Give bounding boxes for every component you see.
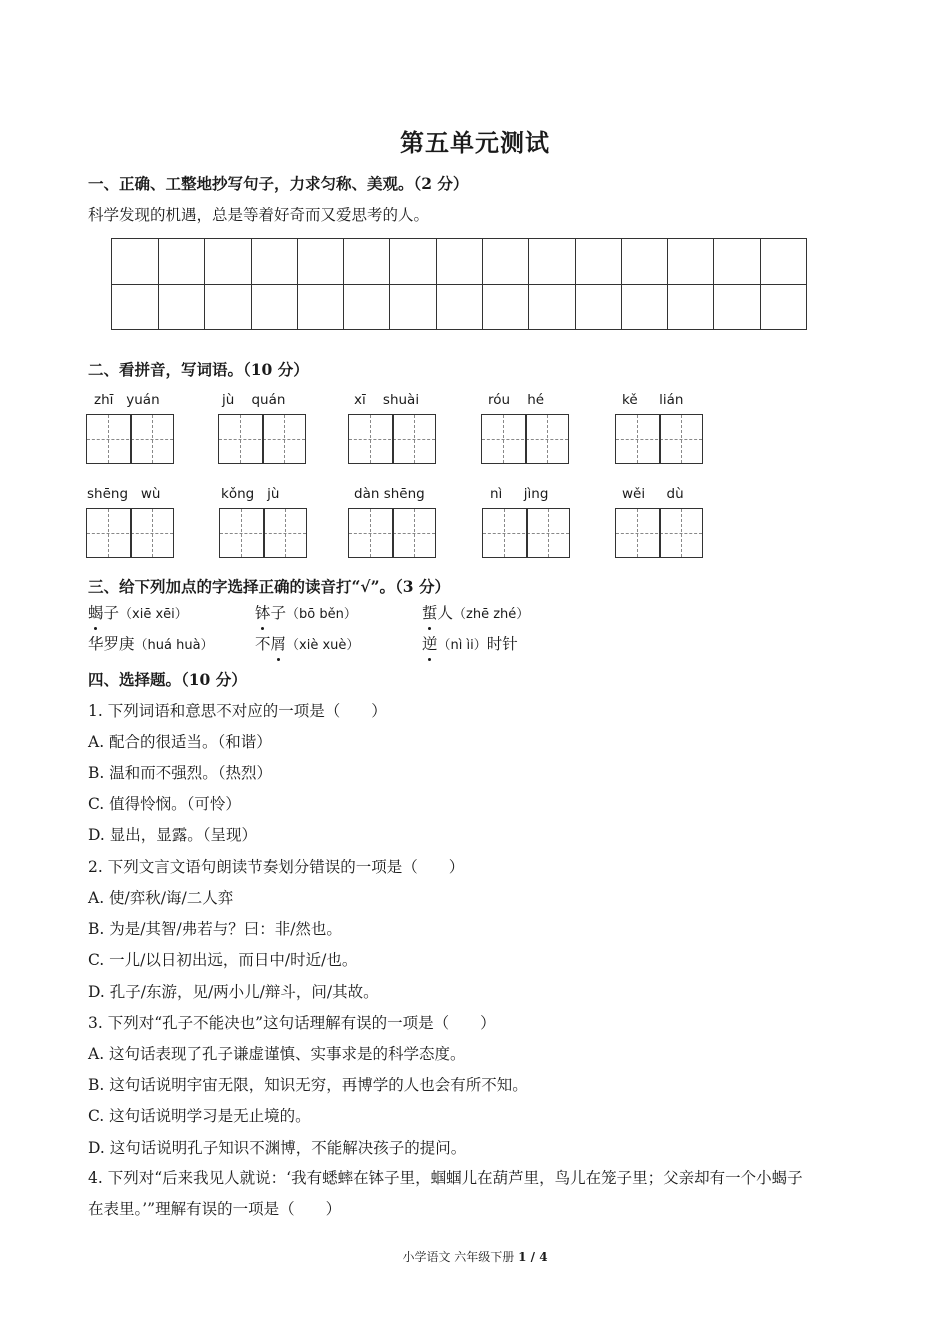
question-line: 1. 下列词语和意思不对应的一项是（ ） [88, 702, 387, 720]
tianzige-box[interactable] [218, 414, 306, 464]
tianzige-box[interactable] [86, 414, 174, 464]
option-line: C. 值得怜悯。（可怜） [88, 795, 241, 813]
char-text: 时针 [486, 635, 518, 653]
question-line: 3. 下列对“孔子不能决也”这句话理解有误的一项是（ ） [88, 1014, 496, 1032]
dotted-char: 屑 [271, 632, 287, 654]
pinyin-label: kǒng jù [221, 486, 280, 502]
reading-choice-item[interactable] [422, 632, 518, 654]
option-line: D. 这句话说明孔子知识不渊博，不能解决孩子的提问。 [88, 1139, 467, 1157]
option-line: B. 为是/其智/弗若与？曰：非/然也。 [88, 920, 342, 938]
dotted-char: 逆 [422, 632, 438, 654]
tianzige-box[interactable] [86, 508, 174, 558]
dotted-char: 钵 [255, 601, 271, 623]
question-line: 2. 下列文言文语句朗读节奏划分错误的一项是（ ） [88, 858, 465, 876]
pinyin-label: nì jìng [490, 486, 549, 502]
question-line: 在表里。’”理解有误的一项是（ ） [88, 1200, 342, 1218]
dotted-char: 蝎 [88, 601, 104, 623]
section4-heading: 四、选择题。（10 分） [88, 670, 247, 689]
reading-choice-item[interactable] [88, 601, 188, 623]
pinyin-options: （huá huà） [134, 638, 214, 653]
option-line: B. 这句话说明宇宙无限，知识无穷，再博学的人也会有所不知。 [88, 1076, 528, 1094]
option-line: A. 配合的很适当。（和谐） [88, 733, 272, 751]
option-line: D. 显出，显露。（呈现） [88, 826, 257, 844]
pinyin-label: xī shuài [354, 392, 420, 408]
tianzige-box[interactable] [219, 508, 307, 558]
reading-choice-item[interactable] [255, 632, 359, 654]
reading-choice-item[interactable] [422, 601, 529, 623]
section1-sentence: 科学发现的机遇，总是等着好奇而又爱思考的人。 [88, 206, 430, 224]
tianzige-box[interactable] [615, 414, 703, 464]
section3-heading: 三、给下列加点的字选择正确的读音打“√”。（3 分） [88, 577, 450, 596]
section2-heading: 二、看拼音，写词语。（10 分） [88, 360, 309, 379]
pinyin-label: shēng wù [87, 486, 161, 502]
dotted-char: 蜇 [422, 601, 438, 623]
pinyin-label: róu hé [488, 392, 545, 408]
char-text: 华罗庚 [88, 635, 135, 653]
tianzige-box[interactable] [348, 508, 436, 558]
char-text: 子 [270, 604, 287, 622]
pinyin-label: wěi dù [622, 486, 684, 502]
copy-writing-grid[interactable] [111, 238, 807, 330]
pinyin-options: （nì ìi） [437, 638, 487, 653]
option-line: B. 温和而不强烈。（热烈） [88, 764, 272, 782]
pinyin-label: dàn shēng [354, 486, 425, 502]
pinyin-options: （xiè xuè） [286, 638, 360, 653]
question-line: 4. 下列对“后来我见人就说：‘我有蟋蟀在钵子里，蝈蝈儿在葫芦里，鸟儿在笼子里；父亲却有一个小蝎子 [88, 1169, 803, 1187]
section1-heading: 一、正确、工整地抄写句子，力求匀称、美观。（2 分） [88, 174, 469, 193]
pinyin-options: （xiē xēi） [119, 607, 188, 622]
reading-choice-item[interactable] [88, 632, 214, 654]
char-text: 子 [103, 604, 120, 622]
char-text: 不 [255, 635, 271, 653]
pinyin-label: zhī yuán [94, 392, 160, 408]
option-line: D. 孔子/东游，见/两小儿/辩斗，问/其故。 [88, 983, 379, 1001]
tianzige-box[interactable] [482, 508, 570, 558]
pinyin-label: kě lián [622, 392, 684, 408]
pinyin-label: jù quán [222, 392, 286, 408]
option-line: C. 这句话说明学习是无止境的。 [88, 1107, 311, 1125]
tianzige-box[interactable] [615, 508, 703, 558]
tianzige-box[interactable] [348, 414, 436, 464]
option-line: C. 一儿/以日初出远，而日中/时近/也。 [88, 951, 358, 969]
pinyin-options: （bō běn） [286, 607, 357, 622]
tianzige-box[interactable] [481, 414, 569, 464]
option-line: A. 这句话表现了孔子谦虚谨慎、实事求是的科学态度。 [88, 1045, 466, 1063]
pinyin-options: （zhē zhé） [453, 607, 530, 622]
page-footer [0, 1248, 950, 1265]
page-title: 第五单元测试 [400, 128, 550, 157]
option-line: A. 使/弈秋/诲/二人弈 [88, 889, 234, 907]
reading-choice-item[interactable] [255, 601, 357, 623]
char-text: 人 [437, 604, 454, 622]
page-number: 1 / 4 [518, 1250, 548, 1264]
footer-text: 小学语文 六年级下册 [402, 1250, 515, 1264]
